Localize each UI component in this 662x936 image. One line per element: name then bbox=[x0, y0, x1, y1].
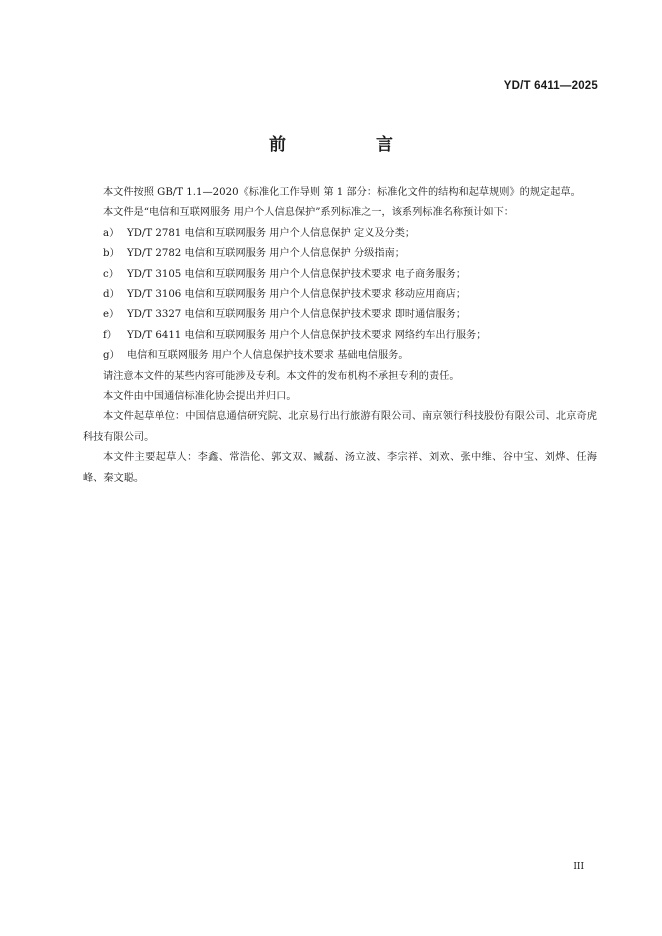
list-text: YD/T 3327 电信和互联网服务 用户个人信息保护技术要求 即时通信服务； bbox=[127, 309, 467, 321]
standard-code: YD/T 6411—2025 bbox=[503, 80, 598, 92]
list-item bbox=[83, 224, 597, 244]
paragraph-series-intro: 本文件是“电信和互联网服务 用户个人信息保护”系列标准之一，该系列标准名称预计如下： bbox=[103, 207, 514, 219]
paragraph-drafting-units: 本文件起草单位：中国信息通信研究院、北京易行出行旅游有限公司、南京领行科技股份有限公司、北京奇虎科技有限公司。 bbox=[83, 411, 597, 443]
list-item bbox=[83, 346, 597, 366]
list-marker: a） bbox=[103, 227, 120, 239]
list-text: YD/T 2782 电信和互联网服务 用户个人信息保护 分级指南； bbox=[127, 248, 405, 260]
paragraph-drafting-rules: 本文件按照 GB/T 1.1—2020《标准化工作导则 第 1 部分：标准化文件的结构和起草规则》的规定起草。 bbox=[103, 187, 581, 198]
list-marker: d） bbox=[103, 289, 120, 301]
page-title: 前 言 bbox=[269, 135, 435, 155]
list-item bbox=[83, 305, 597, 325]
list-item bbox=[83, 285, 597, 305]
paragraph-patent-notice: 请注意本文件的某些内容可能涉及专利。本文件的发布机构不承担专利的责任。 bbox=[103, 370, 460, 382]
page-number: III bbox=[573, 862, 584, 872]
list-text: YD/T 6411 电信和互联网服务 用户个人信息保护技术要求 网络约车出行服务； bbox=[127, 329, 487, 341]
list-marker: g） bbox=[103, 350, 120, 362]
paragraph-drafters: 本文件主要起草人：李鑫、常浩伦、郭文双、臧磊、汤立波、李宗祥、刘欢、张中维、谷中宝、刘烨、任海峰、秦文聪。 bbox=[83, 452, 597, 484]
list-text: YD/T 3105 电信和互联网服务 用户个人信息保护技术要求 电子商务服务； bbox=[127, 268, 467, 280]
list-marker: b） bbox=[103, 248, 120, 260]
document-body bbox=[83, 183, 597, 489]
list-text: YD/T 3106 电信和互联网服务 用户个人信息保护技术要求 移动应用商店； bbox=[127, 289, 467, 301]
list-marker: f） bbox=[103, 329, 117, 341]
list-item bbox=[83, 244, 597, 264]
list-marker: c） bbox=[103, 268, 119, 280]
list-marker: e） bbox=[103, 309, 120, 321]
series-list bbox=[83, 224, 597, 367]
list-text: 电信和互联网服务 用户个人信息保护技术要求 基础电信服务。 bbox=[127, 350, 409, 362]
paragraph-proposer: 本文件由中国通信标准化协会提出并归口。 bbox=[103, 391, 297, 403]
list-item bbox=[83, 326, 597, 346]
list-item bbox=[83, 265, 597, 285]
list-text: YD/T 2781 电信和互联网服务 用户个人信息保护 定义及分类； bbox=[127, 227, 416, 239]
